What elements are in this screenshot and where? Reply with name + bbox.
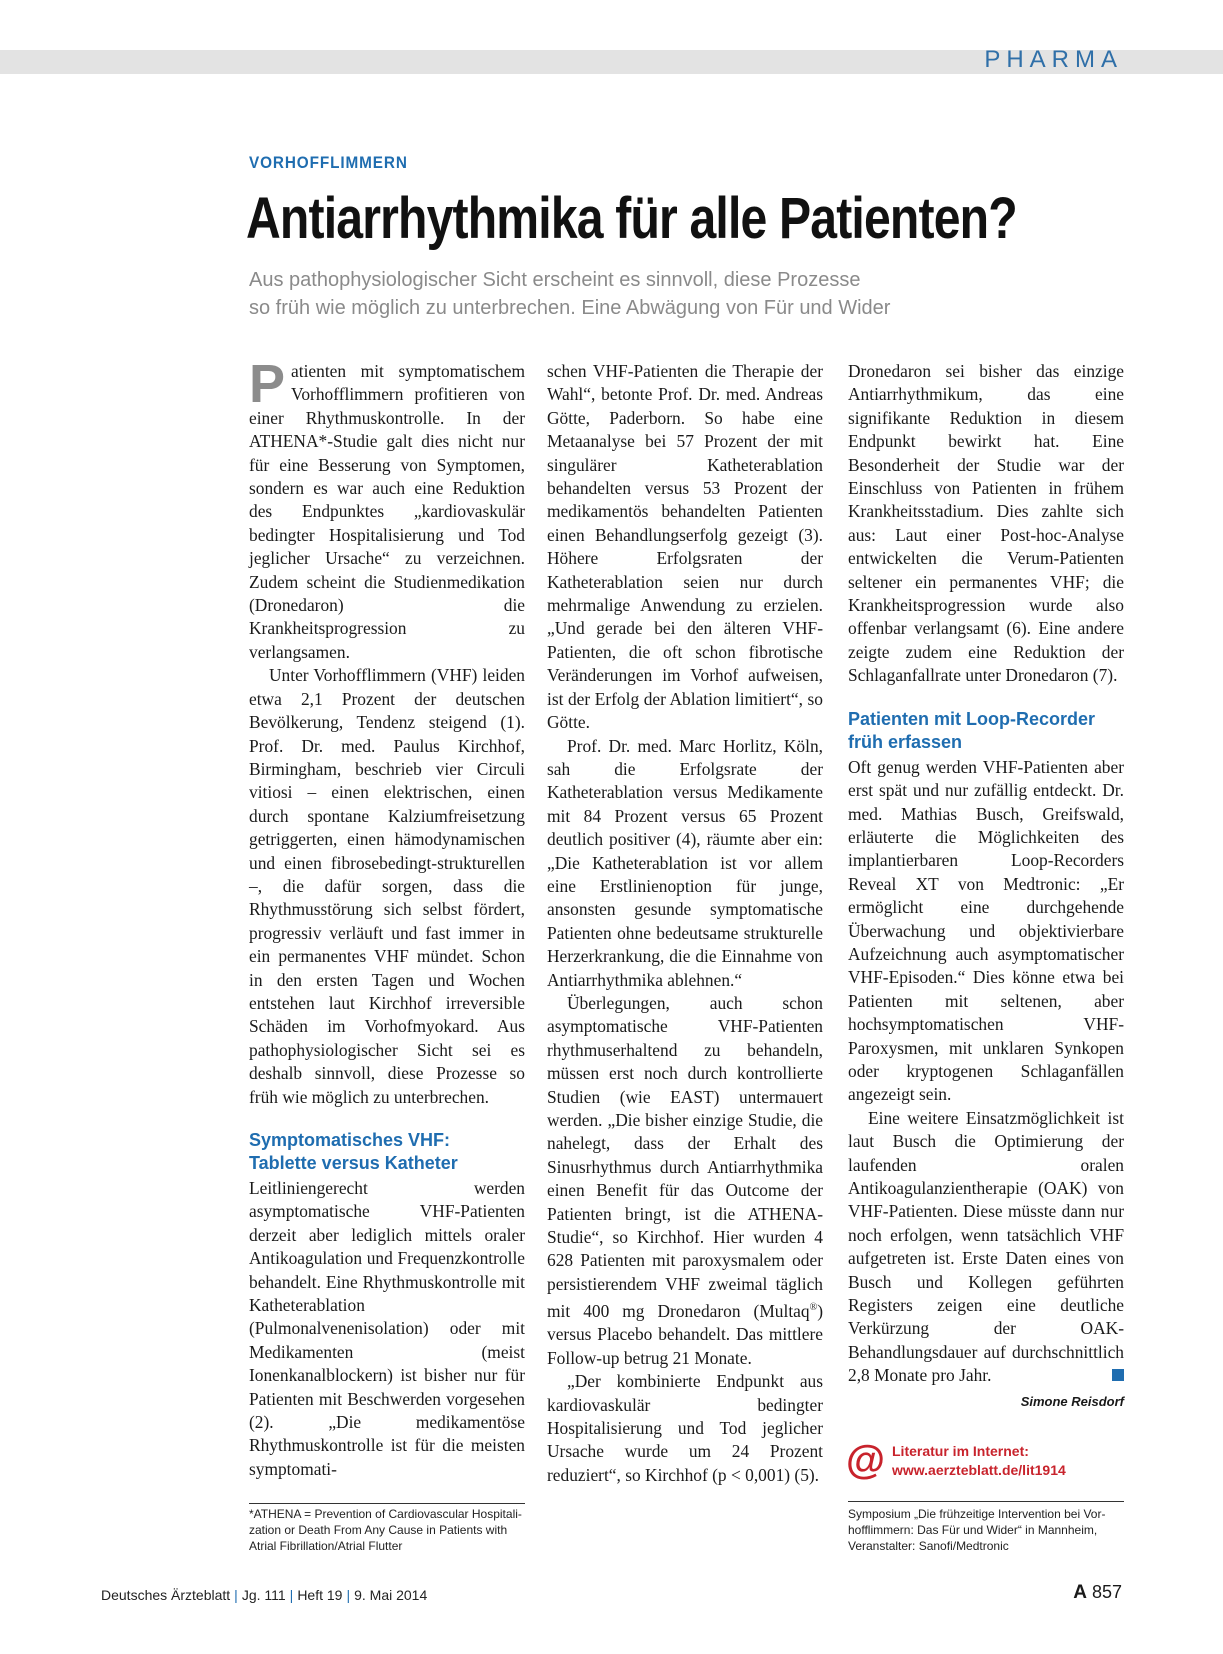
- deck: [249, 266, 890, 322]
- separator: |: [234, 1587, 238, 1603]
- footnote: [249, 1506, 522, 1554]
- paragraph: „Der kombinierte Endpunkt aus kardiovaskulär bedingter Hospitalisierung und Tod jeglicher Ursache wurde um 24 Prozent reduziert“, so Kirchhof (p < 0,001) (5).: [547, 1371, 823, 1485]
- subheading: [848, 708, 1124, 754]
- paragraph: Unter Vorhofflimmern (VHF) leiden etwa 2,1 Prozent der deutschen Bevölkerung, Tendenz steigend (1). Prof. Dr. med. Paulus Kirchhof, Birmingham, beschrieb vier Circuli vitiosi – einen elektrischen, einen durch spontane Kalziumfreisetzung getriggerten, einen hämodynamischen und einen fibrosebedingt-strukturellen –, die dafür sorgen, dass die Rhythmusstörung sich selbst fördert, progressiv verläuft und fast immer in ein permanentes VHF mündet. Schon in den ersten Tagen und Wochen entstehen laut Kirchhof irreversible Schäden im Vorhofmyokard. Aus pathophysiologischer Sicht sei es deshalb sinnvoll, diese Prozesse so früh wie möglich zu unterbrechen.: [249, 665, 525, 1107]
- end-mark-icon: [1112, 1369, 1124, 1381]
- column-3: [848, 360, 1124, 1413]
- paragraph: Prof. Dr. med. Marc Horlitz, Köln, sah die Erfolgsrate der Katheterablation versus Medikamente mit 84 Prozent versus 65 Prozent deutlich positiver (4), räumte aber ein: „Die Katheterablation ist vor allem eine Erstlinienoption für junge, ansonsten gesunde symptomatische Patienten ohne bedeutsame strukturelle Herzerkrankung, die die Einnahme von Antiarrhythmika ablehnen.“: [547, 735, 823, 990]
- issue: Heft 19: [297, 1587, 343, 1603]
- date: 9. Mai 2014: [354, 1587, 428, 1603]
- at-sign-icon: @: [846, 1438, 886, 1482]
- subheading: [249, 1129, 525, 1175]
- drop-cap: P: [249, 354, 286, 414]
- literature-link-box[interactable]: [846, 1440, 1136, 1484]
- subheading-line: Symptomatisches VHF:: [249, 1130, 451, 1150]
- symposium-line: hofflimmern: Das Für und Wider“ in Mannheim,: [848, 1523, 1098, 1537]
- section-label: PHARMA: [984, 46, 1123, 73]
- paragraph: Oft genug werden VHF-Patienten aber erst spät und nur zufällig entdeckt. Dr. med. Mathias Busch, Greifswald, erläuterte die Möglichkeiten des implantierbaren Loop-Recorders Reveal XT von Medtronic: „Er ermöglicht eine durchgehende Überwachung und objektivierbare Aufzeichnung auch asymptomatischer VHF-Episoden.“ Dies könne etwa bei Patienten mit seltenen, aber hochsymptomatischen VHF-Paroxysmen, mit unklaren Synkopen oder kryptogenen Schlaganfällen angezeigt sein.: [848, 756, 1124, 1105]
- separator: |: [289, 1587, 294, 1603]
- headline: Antiarrhythmika für alle Patienten?: [246, 186, 1017, 251]
- footer: [101, 1587, 427, 1603]
- registered-mark: ®: [809, 1302, 818, 1314]
- paragraph-text: Eine weitere Einsatzmöglichkeit ist laut Busch die Optimierung der laufenden oralen Antikoagulanzientherapie (OAK) von VHF-Patienten. Diese müsste dann nur noch erfolgen, wenn tatsächlich VHF aufgetreten ist. Erste Daten eines von Busch und Kollegen geführten Registers zeigen eine deutliche Verkürzung der OAK-Behandlungsdauer auf durchschnittlich 2,8 Monate pro Jahr.: [848, 1107, 1124, 1386]
- literature-label: Literatur im Internet:: [892, 1443, 1029, 1459]
- literature-url[interactable]: www.aerzteblatt.de/lit1914: [892, 1462, 1066, 1478]
- page-number: [1073, 1582, 1122, 1604]
- paragraph: [547, 992, 823, 1370]
- footnote-rule: [249, 1503, 525, 1504]
- paragraph: Leitliniengerecht werden asymptomatische VHF-Patienten derzeit aber lediglich mittels oraler Antikoagulation und Frequenzkontrolle behandelt. Eine Rhythmuskontrolle mit Katheterablation (Pulmonalvenenisolation) oder mit Medikamenten (meist Ionenkanalblockern) ist bisher nur für Patienten mit Beschwerden vorgesehen (2). „Die medikamentöse Rhythmuskontrolle ist für die meisten symptomati-: [249, 1178, 525, 1479]
- symposium-rule: [848, 1501, 1124, 1502]
- deck-line: Aus pathophysiologischer Sicht erscheint es sinnvoll, diese Prozesse: [249, 269, 861, 291]
- paragraph: [249, 354, 525, 664]
- symposium-note: [848, 1506, 1105, 1554]
- symposium-line: Veranstalter: Sanofi/Medtronic: [848, 1539, 1009, 1553]
- paragraph: schen VHF-Patienten die Therapie der Wahl“, betonte Prof. Dr. med. Andreas Götte, Paderborn. So habe eine Metaanalyse bei 57 Prozent der mit singulärer Katheterablation behandelten versus 53 Prozent der medikamentös behandelten Patienten einen Behandlungserfolg gezeigt (3). Höhere Erfolgsraten der Katheterablation seien nur durch mehrmalige Anwendung zu erzielen. „Und gerade bei den älteren VHF-Patienten, die oft schon fibrotische Veränderungen im Vorhof aufweisen, ist der Erfolg der Ablation limitiert“, so Götte.: [547, 361, 823, 733]
- page-value: 857: [1091, 1582, 1122, 1602]
- symposium-line: Symposium „Die frühzeitige Intervention bei Vor-: [848, 1507, 1106, 1521]
- author: Simone Reisdorf: [1020, 1393, 1124, 1409]
- paragraph-text: Überlegungen, auch schon asymptomatische VHF-Patienten rhythmuserhaltend zu behandeln, müssen erst noch durch kontrollierte Studien (wie EAST) untermauert werden. „Die bisher einzige Studie, die nahelegt, dass der Erhalt des Sinusrhythmus durch Antiarrhythmika einen Benefit für das Outcome der Patienten bringt, ist die ATHENA-Studie“, so Kirchhof. Hier wurden 4 628 Patienten mit paroxysmalem oder persistierendem VHF zweimal täglich mit 400 mg Dronedaron (Multaq: [547, 992, 823, 1322]
- paragraph: [848, 1107, 1124, 1388]
- paragraph-text: ) versus Placebo behandelt. Das mittlere Follow-up betrug 21 Monate.: [547, 1301, 823, 1368]
- footnote-line: zation or Death From Any Cause in Patients with: [249, 1523, 508, 1537]
- column-2: [547, 360, 823, 1487]
- separator: |: [346, 1587, 351, 1603]
- footnote-line: *ATHENA = Prevention of Cardiovascular Hospitali-: [249, 1507, 522, 1521]
- subheading-line: Patienten mit Loop-Recorder: [848, 708, 1096, 729]
- kicker: VORHOFFLIMMERN: [249, 153, 408, 172]
- deck-line: so früh wie möglich zu unterbrechen. Eine Abwägung von Für und Wider: [249, 297, 891, 319]
- volume: Jg. 111: [241, 1587, 286, 1603]
- page-prefix: A: [1073, 1582, 1087, 1603]
- paragraph: Dronedaron sei bisher das einzige Antiarrhythmikum, das eine signifikante Reduktion in diesem Endpunkt bewirkt hat. Eine Besonderheit der Studie war der Einschluss von Patienten in frühem Krankheitsstadium. Dies zahlte sich aus: Laut einer Post-hoc-Analyse entwickelten die Verum-Patienten seltener ein permanentes VHF; die Krankheitsprogression wurde also offenbar verlangsamt (6). Eine andere zeigte zudem eine Reduktion der Schlaganfallrate unter Dronedaron (7).: [848, 361, 1124, 686]
- journal-name: Deutsches Ärzteblatt: [101, 1587, 231, 1603]
- paragraph-text: atienten mit symptomatischem Vorhofflimmern profitieren von einer Rhythmuskontrolle. In der ATHENA*-Studie galt dies nicht nur für eine Besserung von Symptomen, sondern es war auch eine Reduktion des Endpunktes „kardiovaskulär bedingter Hospitalisierung und Tod jeglicher Ursache“ zu verzeichnen. Zudem scheint die Studienmedikation (Dronedaron) die Krankheitsprogression zu verlangsamen.: [249, 361, 525, 662]
- subheading-line: früh erfassen: [848, 731, 963, 752]
- subheading-line: Tablette versus Katheter: [249, 1153, 458, 1173]
- footnote-line: Atrial Fibrillation/Atrial Flutter: [249, 1539, 403, 1553]
- column-1: [249, 354, 525, 1481]
